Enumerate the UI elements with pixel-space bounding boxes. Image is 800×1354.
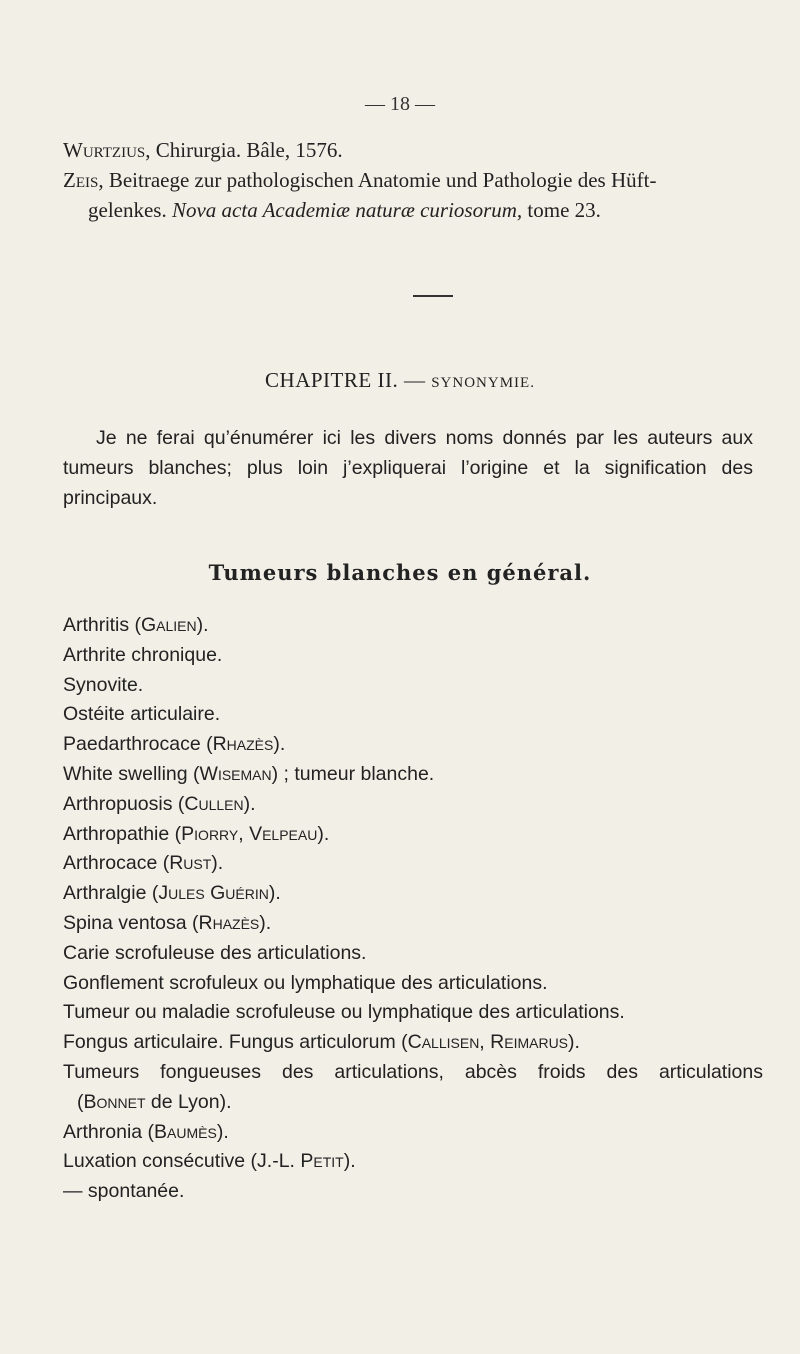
synonym-item: [63, 730, 763, 760]
reference-text: , Beitraege zur pathologischen Anatomie und Pathologie des Hüft-: [98, 168, 657, 192]
reference-text: tome 23.: [522, 198, 601, 222]
intro-paragraph: Je ne ferai qu’énumérer ici les divers noms donnés par les auteurs aux tumeurs blanches; plus loin j’expliquerai l’origine et la signification des principaux.: [63, 427, 753, 509]
reference-text: , Chirurgia. Bâle, 1576.: [145, 138, 343, 162]
synonym-item: [63, 671, 763, 701]
reference-author: Zeis: [63, 168, 99, 192]
reference-continuation: [63, 195, 753, 225]
synonym-text: Arthritis (: [63, 614, 141, 636]
synonym-author: Wiseman: [199, 762, 272, 785]
synonym-text: Arthrocace (: [63, 852, 170, 875]
section-divider: [413, 295, 453, 297]
journal-title: Nova acta Academiæ naturæ curiosorum,: [171, 198, 523, 222]
reference-author: Wurtzius: [63, 138, 146, 162]
synonym-text: Tumeur ou maladie scrofuleuse ou lymphatique des articulations.: [63, 1001, 625, 1024]
synonym-text: Arthropathie (: [63, 822, 182, 845]
synonym-text: ).: [196, 614, 209, 636]
synonym-text: ).: [317, 822, 330, 845]
synonym-item: [63, 760, 763, 790]
synonym-item: [63, 1177, 763, 1207]
synonym-author: Rust: [169, 852, 212, 875]
synonym-item: [63, 939, 763, 969]
synonym-item: [63, 1058, 763, 1088]
synonym-text: Arthrite chronique.: [63, 643, 223, 666]
synonym-text: ).: [259, 911, 272, 934]
synonym-item: [63, 879, 763, 909]
synonym-item: [63, 700, 763, 730]
synonym-item: [63, 969, 763, 999]
synonym-item: [63, 849, 763, 879]
synonym-author: Petit: [300, 1150, 344, 1173]
synonym-text: Carie scrofuleuse des articulations.: [63, 941, 367, 964]
chapter-heading: [0, 368, 800, 393]
synonym-text: ).: [343, 1150, 356, 1173]
synonym-text: ).: [568, 1031, 580, 1054]
synonym-text: Gonflement scrofuleux ou lymphatique des articulations.: [63, 971, 548, 994]
synonym-text: ).: [243, 792, 256, 815]
synonym-text: Ostéite articulaire.: [63, 703, 221, 726]
synonym-item: [63, 1028, 763, 1058]
references: [63, 135, 753, 225]
synonym-author: Baumès: [154, 1120, 217, 1143]
section-title: Tumeurs blanches en général.: [208, 560, 592, 585]
synonym-item: [63, 790, 763, 820]
synonym-item: [63, 1147, 763, 1177]
synonym-text: Spina ventosa (: [63, 911, 199, 934]
synonym-text: Arthropuosis (: [63, 792, 185, 815]
synonym-author: Piorry, Velpeau: [181, 822, 318, 845]
reference-zeis: [63, 165, 753, 225]
synonym-text: Synovite.: [63, 673, 144, 696]
synonym-text: Luxation consécutive (J.-L.: [63, 1150, 301, 1173]
chapter-title: CHAPITRE II. —: [265, 368, 432, 392]
synonym-text: — spontanée.: [63, 1180, 185, 1203]
synonym-list: [63, 611, 763, 1207]
synonym-text: ) ; tumeur blanche.: [271, 762, 435, 785]
synonym-item: [63, 1118, 763, 1148]
synonym-text: (: [77, 1090, 84, 1113]
synonym-item: [63, 611, 763, 641]
synonym-author: Jules Guérin: [158, 882, 269, 905]
synonym-text: Arthronia (: [63, 1120, 155, 1143]
synonym-item: [63, 909, 763, 939]
synonym-text: ).: [273, 733, 286, 756]
synonym-text: Tumeurs fongueuses des articulations, abcès froids des articulations: [63, 1060, 763, 1083]
chapter-subtitle: SYNONYMIE.: [431, 375, 535, 391]
synonym-author: Galien: [141, 614, 197, 636]
synonym-item: [63, 1088, 763, 1118]
synonym-author: Cullen: [184, 792, 244, 815]
synonym-text: Arthralgie (: [63, 882, 159, 905]
synonym-item: [63, 641, 763, 671]
synonym-author: Callisen, Reimarus: [407, 1031, 569, 1054]
synonym-text: ).: [268, 882, 281, 905]
synonym-text: de Lyon).: [145, 1090, 232, 1113]
synonym-author: Rhazès: [198, 911, 260, 934]
synonym-author: Rhazès: [212, 733, 274, 756]
synonym-text: ).: [211, 852, 224, 875]
synonym-author: Bonnet: [83, 1090, 146, 1113]
page-number: — 18 —: [365, 93, 435, 115]
synonym-item: [63, 820, 763, 850]
synonym-text: Paedarthrocace (: [63, 733, 213, 756]
synonym-text: ).: [216, 1120, 229, 1143]
reference-wurtzius: [63, 135, 753, 165]
synonym-item: [63, 998, 763, 1028]
synonym-text: Fongus articulaire. Fungus articulorum (: [63, 1031, 408, 1054]
reference-text: gelenkes.: [88, 198, 172, 222]
synonym-text: White swelling (: [63, 762, 200, 785]
